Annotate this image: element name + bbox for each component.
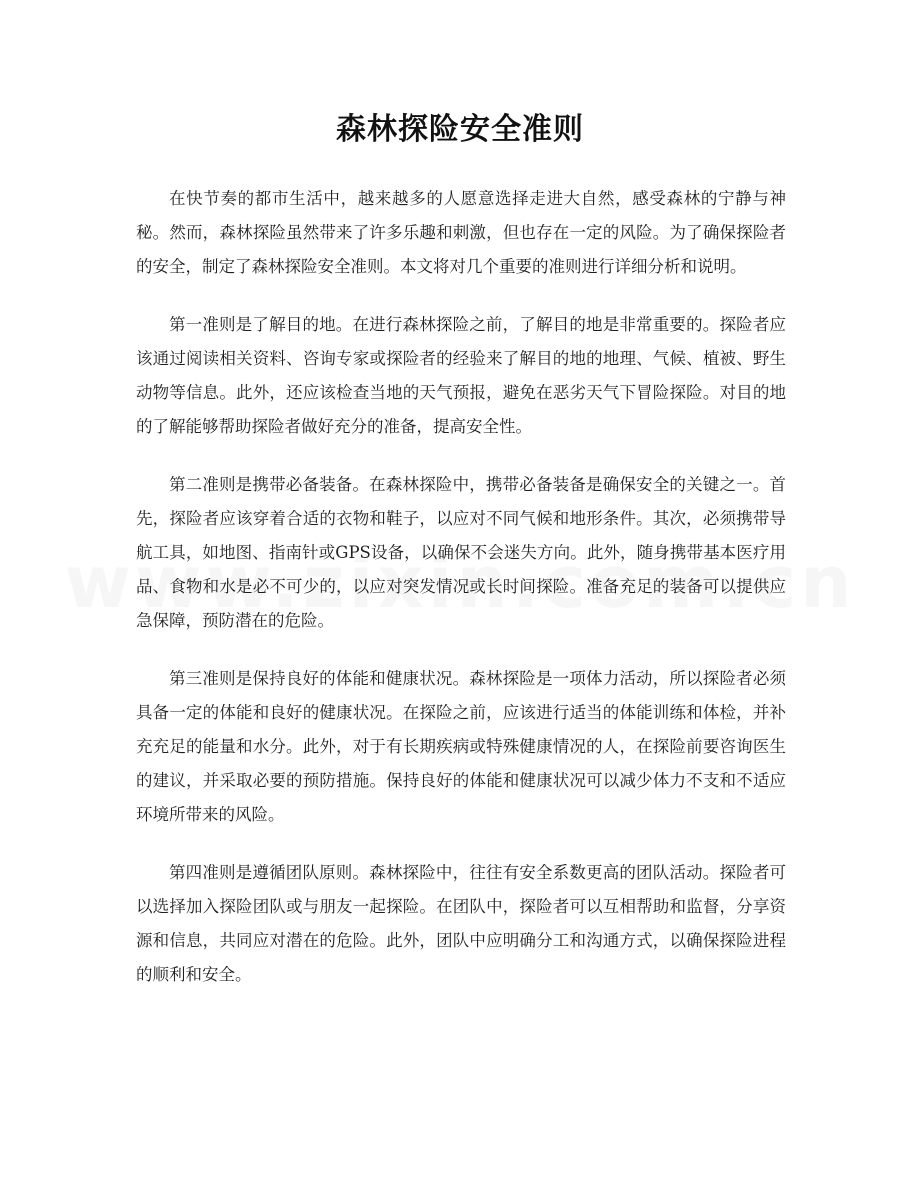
paragraph-rule-4: 第四准则是遵循团队原则。森林探险中，往往有安全系数更高的团队活动。探险者可以选择加入探险团队或与朋友一起探险。在团队中，探险者可以互相帮助和监督，分享资源和信息，共同应对潜在的危险。此外，团队中应明确分工和沟通方式，以确保探险进程的顺利和安全。 bbox=[136, 863, 786, 984]
paragraph-rule-2: 第二准则是携带必备装备。在森林探险中，携带必备装备是确保安全的关键之一。首先，探险者应该穿着合适的衣物和鞋子，以应对不同气候和地形条件。其次，必须携带导航工具，如地图、指南针或GPS设备，以确保不会迷失方向。此外，随身携带基本医疗用品、食物和水是必不可少的，以应对突发情况或长时间探险。准备充足的装备可以提供应急保障，预防潜在的危险。 bbox=[136, 475, 786, 630]
document-body bbox=[136, 182, 786, 1016]
paragraph-rule-1: 第一准则是了解目的地。在进行森林探险之前，了解目的地是非常重要的。探险者应该通过阅读相关资料、咨询专家或探险者的经验来了解目的地的地理、气候、植被、野生动物等信息。此外，还应该检查当地的天气预报，避免在恶劣天气下冒险探险。对目的地的了解能够帮助探险者做好充分的准备，提高安全性。 bbox=[136, 315, 786, 436]
paragraph-rule-3: 第三准则是保持良好的体能和健康状况。森林探险是一项体力活动，所以探险者必须具备一定的体能和良好的健康状况。在探险之前，应该进行适当的体能训练和体检，并补充充足的能量和水分。此外，对于有长期疾病或特殊健康情况的人，在探险前要咨询医生的建议，并采取必要的预防措施。保持良好的体能和健康状况可以减少体力不支和不适应环境所带来的风险。 bbox=[136, 669, 786, 824]
paragraph-intro: 在快节奏的都市生活中，越来越多的人愿意选择走进大自然，感受森林的宁静与神秘。然而，森林探险虽然带来了许多乐趣和刺激，但也存在一定的风险。为了确保探险者的安全，制定了森林探险安全准则。本文将对几个重要的准则进行详细分析和说明。 bbox=[136, 189, 786, 276]
page-title: 森林探险安全准则 bbox=[336, 112, 584, 147]
